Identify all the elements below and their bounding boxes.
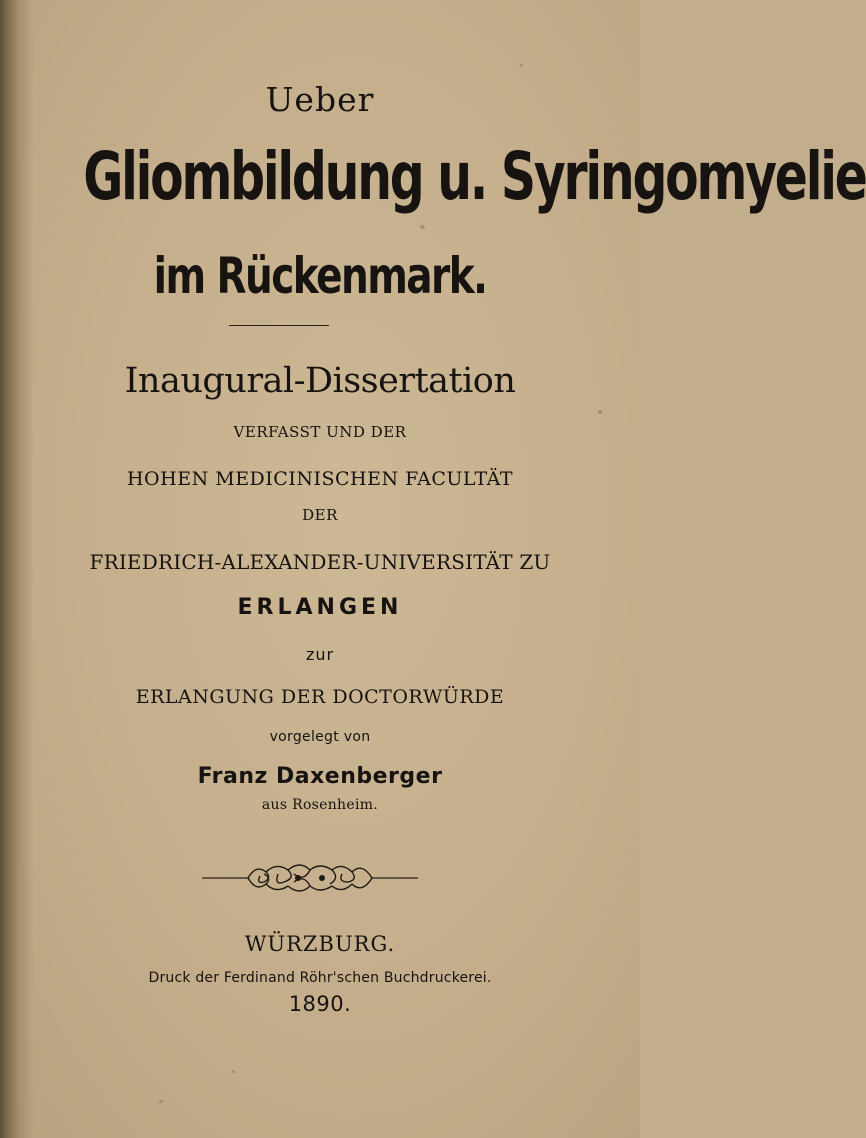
- erlangung-line: ERLANGUNG DER DOCTORWÜRDE: [135, 686, 505, 708]
- imprint-printer: Druck der Ferdinand Röhr'schen Buchdruckerei.: [148, 970, 492, 986]
- university-line: FRIEDRICH-ALEXANDER-UNIVERSITÄT ZU: [89, 550, 551, 574]
- printer-ornament-icon: [200, 858, 420, 898]
- paper-speck: [232, 1070, 235, 1073]
- zur-line: zur: [305, 645, 335, 664]
- erlangen-line: ERLANGEN: [237, 595, 403, 620]
- title-divider: [229, 325, 329, 326]
- imprint-place: WÜRZBURG.: [244, 932, 396, 956]
- main-subtitle: im Rückenmark.: [153, 247, 487, 305]
- vorgelegt-line: vorgelegt von: [269, 729, 371, 745]
- paper-speck: [520, 64, 523, 67]
- faculty-line: HOHEN MEDICINISCHEN FACULTÄT: [126, 468, 513, 490]
- paper-speck: [598, 410, 602, 414]
- author-name: Franz Daxenberger: [197, 764, 443, 789]
- paper-speck: [420, 225, 425, 229]
- imprint-year: 1890.: [288, 992, 352, 1016]
- der-line: DER: [302, 506, 338, 524]
- title-ueber: Ueber: [265, 80, 375, 119]
- dissertation-heading: Inaugural-Dissertation: [124, 361, 516, 401]
- main-title: Gliombildung u. Syringomyelie: [83, 138, 866, 215]
- author-origin: aus Rosenheim.: [261, 797, 379, 813]
- verfasst-line: VERFASST UND DER: [233, 423, 407, 441]
- paper-speck: [159, 1100, 163, 1103]
